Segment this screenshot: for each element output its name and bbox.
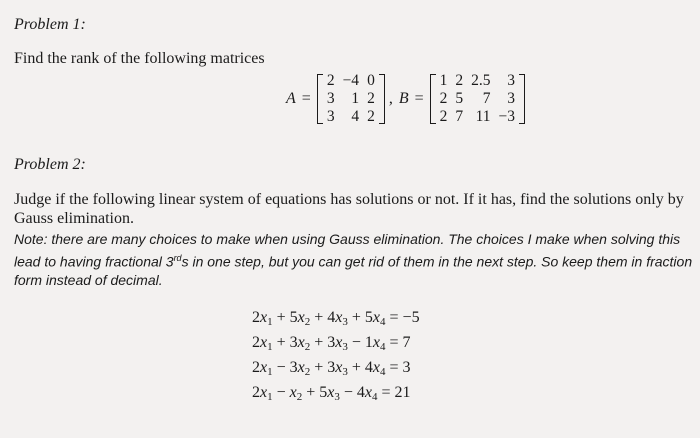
equation-4 [252, 380, 420, 405]
matrices-row [286, 70, 525, 128]
matrix-a-cell: 0 [367, 72, 375, 89]
equation-variable: x [335, 334, 343, 351]
problem-2-text: Judge if the following linear system of equations has solutions or not. If it has, find the solutions only by Gauss elimination. [14, 191, 684, 227]
equation-subscript: 2 [304, 341, 311, 353]
equation-system [252, 305, 420, 405]
matrix-b [430, 72, 525, 126]
equation-coefficient: 2 [252, 309, 260, 326]
equation-variable: x [372, 359, 381, 376]
note-part-1: Note: there are many choices to make when using Gauss elimination. The choices I make when solving this lead to having fractional 3 [14, 231, 681, 270]
equation-2 [252, 330, 420, 355]
equation-variable: x [260, 384, 268, 401]
matrix-a-cell: 2 [326, 72, 335, 89]
matrix-b-cell: 7 [455, 108, 464, 125]
equation-subscript: 3 [342, 316, 348, 328]
equation-coefficient: 2 [252, 334, 260, 351]
equation-subscript: 1 [267, 341, 273, 353]
matrix-a [317, 72, 385, 126]
matrix-b-cell: −3 [498, 108, 515, 125]
matrix-a-cell: −4 [342, 72, 360, 89]
matrix-b-cell: 2 [439, 108, 448, 125]
equation-coefficient: + 3 [310, 334, 336, 351]
equation-coefficient: + 5 [272, 309, 298, 326]
problem-1-title: Problem 1: [14, 16, 86, 33]
matrix-a-cell: 1 [351, 90, 360, 107]
equation-variable: x [327, 384, 335, 401]
equation-variable: x [364, 384, 373, 401]
matrix-b-row [436, 108, 519, 126]
equation-subscript: 4 [380, 366, 386, 378]
matrix-b-row [436, 90, 519, 108]
equation-coefficient: = −5 [385, 309, 420, 326]
matrix-b-cell: 2 [455, 72, 464, 89]
equation-coefficient: = 3 [385, 359, 411, 376]
equation-variable: x [297, 334, 305, 351]
equation-subscript: 4 [372, 391, 378, 403]
equals-sign-b: = [414, 90, 424, 107]
equation-subscript: 1 [267, 366, 273, 378]
equation-subscript: 3 [342, 341, 348, 353]
equation-variable: x [289, 384, 297, 401]
note-part-2: s in one step, but you can get rid of them in the next step. So keep them in fraction form instead of decimal. [14, 253, 693, 288]
matrix-b-cell: 1 [439, 72, 448, 89]
equation-subscript: 3 [342, 366, 348, 378]
problem-2-title: Problem 2: [14, 156, 86, 173]
equation-variable: x [372, 334, 381, 351]
matrix-b-cell: 2.5 [471, 72, 491, 89]
problem-2-note [14, 230, 694, 289]
matrix-b-label: B [398, 90, 409, 107]
matrix-a-cell: 3 [326, 108, 335, 125]
equation-coefficient: 2 [252, 359, 260, 376]
equation-variable: x [335, 309, 343, 326]
matrix-b-cell: 2 [439, 90, 448, 107]
equation-variable: x [297, 309, 305, 326]
matrix-a-cell: 4 [351, 108, 360, 125]
equation-coefficient: − 1 [347, 334, 373, 351]
matrix-a-cell: 3 [326, 90, 335, 107]
matrix-a-row [323, 108, 379, 126]
equation-coefficient: − 3 [272, 359, 298, 376]
matrix-b-cell: 5 [455, 90, 464, 107]
equals-sign-a: = [301, 90, 311, 107]
matrix-b-cell: 7 [482, 90, 491, 107]
equation-subscript: 1 [267, 391, 273, 403]
equation-variable: x [335, 359, 343, 376]
equation-coefficient: 2 [252, 384, 260, 401]
equation-coefficient: + 3 [272, 334, 298, 351]
equation-coefficient: + 4 [310, 309, 336, 326]
equation-subscript: 2 [304, 316, 311, 328]
equation-coefficient: + 3 [310, 359, 336, 376]
note-superscript: rd [173, 252, 182, 263]
equation-variable: x [260, 334, 268, 351]
equation-3 [252, 355, 420, 380]
matrix-a-label: A [286, 90, 296, 107]
matrix-a-row [323, 90, 379, 108]
equation-subscript: 1 [267, 316, 273, 328]
equation-coefficient: + 4 [347, 359, 373, 376]
matrix-b-cell: 3 [507, 90, 515, 107]
equation-coefficient: + 5 [347, 309, 373, 326]
equation-variable: x [297, 359, 305, 376]
equation-coefficient: + 5 [302, 384, 328, 401]
matrix-a-cell: 2 [367, 108, 375, 125]
matrix-a-cell: 2 [367, 90, 375, 107]
equation-subscript: 2 [296, 391, 303, 403]
matrix-a-row [323, 72, 379, 90]
matrix-separator: , [388, 90, 393, 107]
matrix-b-cell: 3 [507, 72, 515, 89]
equation-subscript: 2 [304, 366, 311, 378]
equation-1 [252, 305, 420, 330]
equation-subscript: 4 [380, 341, 386, 353]
equation-variable: x [260, 359, 268, 376]
problem-1-text: Find the rank of the following matrices [14, 50, 265, 67]
equation-subscript: 4 [380, 316, 386, 328]
equation-variable: x [372, 309, 381, 326]
equation-coefficient: = 7 [385, 334, 411, 351]
equation-variable: x [260, 309, 268, 326]
equation-coefficient: = 21 [377, 384, 411, 401]
matrix-b-cell: 11 [475, 108, 491, 125]
equation-coefficient: − [272, 384, 290, 401]
equation-subscript: 3 [334, 391, 340, 403]
equation-coefficient: − 4 [339, 384, 365, 401]
matrix-b-row [436, 72, 519, 90]
